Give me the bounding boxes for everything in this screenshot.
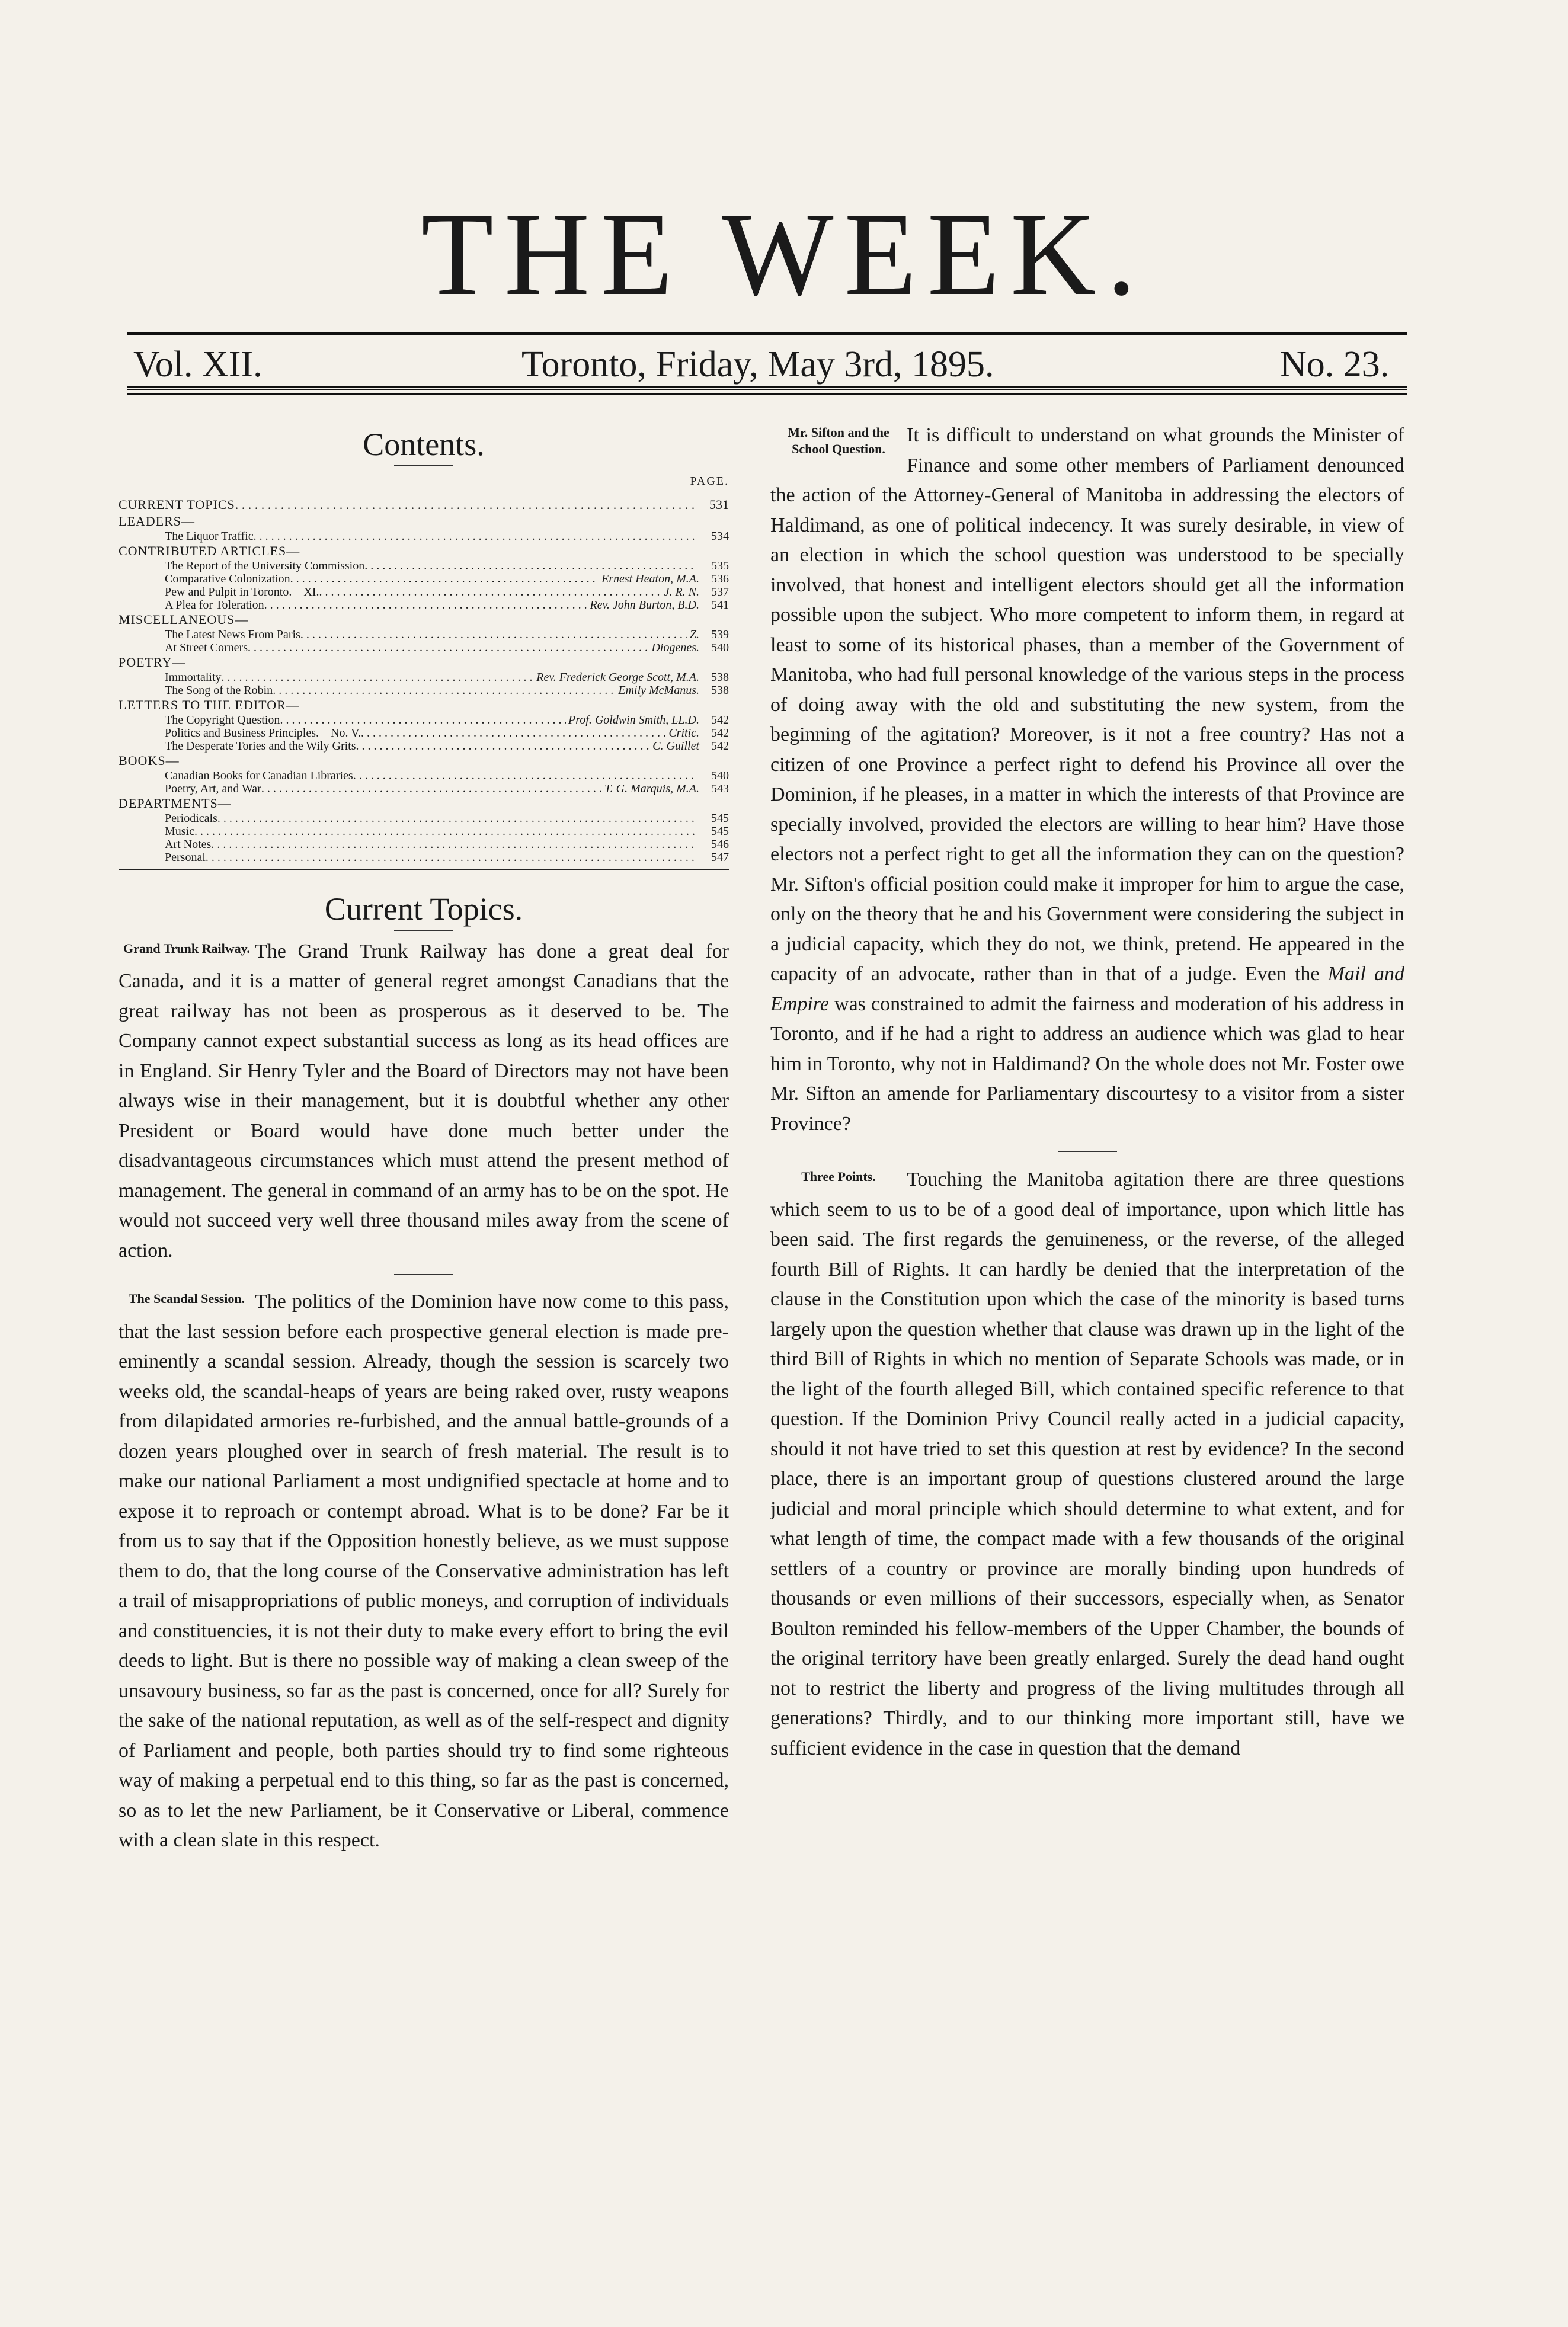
- toc-entry-page: 540: [711, 641, 729, 654]
- toc-entry[interactable]: [119, 740, 729, 753]
- toc-entry-page: 541: [711, 598, 729, 612]
- toc-entry-page: 538: [711, 683, 729, 697]
- toc-entry-author: Diogenes.: [651, 641, 699, 654]
- volume: Vol. XII.: [133, 344, 263, 385]
- toc-entry-title: The Song of the Robin: [165, 683, 273, 697]
- toc-entry-page: 542: [711, 739, 729, 753]
- article-three-points: [770, 1165, 1404, 1763]
- toc-entry-title: Comparative Colonization: [165, 572, 290, 585]
- toc-entry-author: Emily McManus.: [618, 683, 699, 697]
- left-column: [119, 424, 729, 1856]
- toc-entry-title: Canadian Books for Canadian Libraries: [165, 769, 353, 782]
- toc-entry-title: Music: [165, 824, 194, 838]
- toc-entry[interactable]: [119, 825, 729, 838]
- toc-entry[interactable]: [119, 598, 729, 612]
- toc-current-topics[interactable]: CURRENT TOPICS . . . 531: [119, 497, 729, 513]
- toc-entry-page: 545: [711, 824, 729, 838]
- toc-entry-author: Critic.: [668, 726, 699, 740]
- toc-entry-page: 539: [711, 628, 729, 641]
- toc-entry[interactable]: [119, 585, 729, 598]
- toc-entry[interactable]: [119, 530, 729, 543]
- masthead: THE WEEK.: [421, 189, 1147, 320]
- toc-entry-title: Art Notes: [165, 837, 212, 851]
- article-divider: [394, 1274, 453, 1275]
- toc-entry[interactable]: [119, 671, 729, 684]
- toc-entry-title: Immortality: [165, 670, 222, 684]
- toc-entry[interactable]: [119, 641, 729, 654]
- toc-entry-author: C. Guillet: [652, 739, 699, 753]
- toc-entry[interactable]: [119, 769, 729, 782]
- toc-entry-title: The Latest News From Paris: [165, 628, 300, 641]
- issue-number: No. 23.: [1280, 344, 1390, 385]
- toc-entry-page: 543: [711, 782, 729, 795]
- toc-entry-title: Poetry, Art, and War: [165, 782, 261, 795]
- toc-entry-title: The Liquor Traffic: [165, 529, 254, 543]
- contents-heading: Contents.: [363, 427, 485, 462]
- toc-entry-page: 547: [711, 850, 729, 864]
- article-divider: [1058, 1151, 1117, 1152]
- toc-entry[interactable]: [119, 812, 729, 825]
- contents-end-rule: [119, 869, 729, 870]
- toc-entry[interactable]: [119, 713, 729, 726]
- article-text: The politics of the Dominion have now come to this pass, that the last session before each prospective general election is made pre-eminently a scandal session. Already, though the session is scarcely two weeks old, the scandal-heaps of years are being raked over, rusty weapons from dilapidated armories re-furbished, and the annual battle-grounds of a dozen years ploughed over in search of fresh material. The result is to make our national Parliament a most undignified spectacle at home and to expose it to reproach or contempt abroad. What is to be done? Far be it from us to say that if the Opposition honestly believe, as we must suppose them to do, that the long course of the Conservative administration has left a trail of misappropriations of public moneys, and corruption of individuals and constituencies, it is not their duty to make every effort to bring the evil deeds to light. But is there no possible way of making a clean sweep of the unsavoury business, so far as the past is concerned, once for all? Surely for the sake of the national reputation, as well as of the self-respect and dignity of Parliament and people, both parties should try to find some righteous way of making a perpetual end to this thing, so far as the past is concerned, so as to let the new Parliament, be it Conservative or Liberal, commence with a clean slate in this respect.: [119, 1291, 729, 1851]
- toc-section-label: LETTERS TO THE EDITOR—: [119, 697, 300, 712]
- toc-section-label: LEADERS—: [119, 513, 195, 529]
- toc-entry[interactable]: [119, 851, 729, 864]
- toc-entry-author: Ernest Heaton, M.A.: [601, 572, 699, 585]
- toc-entry-page: 546: [711, 837, 729, 851]
- article-text: It is difficult to understand on what grounds the Minister of Finance and some other members of Parliament denounced the action of the Attorney-General of Manitoba in addressing the electors of Haldimand, as one of political indecency. It was surely desirable, in view of an election in which the school question was understood to be specially involved, that honest and intelligent electors should get all the information possible upon the subject. Who more competent to inform them, in regard at least to some of its historical phases, than a member of the Government of Manitoba, who had full personal knowledge of the various steps in the process of doing away with the old and substituting the new system, from the beginning of the agitation? Moreover, is it not a free country? Has not a citizen of one Province a perfect right to defend his Province all over the Dominion, if he pleases, in a matter in which the interests of that Province are specially involved, provided the electors are willing to hear him? Have those electors not a perfect right to get all the information they can on the question? Mr. Sifton's official position could make it improper for him to argue the case, only on the theory that he and his Government were considering the subject in a judicial capacity, which they do not, we think, pretend. He appeared in the capacity of an advocate, rather than in that of a judge. Even the Mail and Empire was constrained to admit the fairness and moderation of his address in Toronto, and if he had a right to address an audience which was glad to hear him in Toronto, why not in Haldimand? On the whole does not Mr. Foster owe Mr. Sifton an amende for Parliamentary discourtesy to a visitor from a sister Province?: [770, 424, 1404, 1135]
- toc-entry-title: A Plea for Toleration: [165, 598, 264, 612]
- side-head: Three Points.: [801, 1169, 876, 1184]
- article-text: The Grand Trunk Railway has done a great deal for Canada, and it is a matter of general regret amongst Canadians that the great railway has not been as prosperous as it deserved to be. The Company cannot expect substantial success as long as its head offices are in England. Sir Henry Tyler and the Board of Directors may not have been always wise in their management, but it is doubtful whether any other President or Board would have done much better under the disadvantageous circumstances which must attend the present method of management. The general in command of an army has to be on the spot. He would not succeed very well three thousand miles away from the scene of action.: [119, 940, 729, 1262]
- dateline-rule: [127, 386, 1407, 395]
- table-of-contents: [119, 513, 729, 864]
- article-sifton: [770, 421, 1404, 1139]
- toc-entry-page: 542: [711, 726, 729, 740]
- toc-entry-page: 545: [711, 811, 729, 825]
- article-text: Touching the Manitoba agitation there are three questions which seem to us to be of a good deal of importance, upon which little has been said. The first regards the genuineness, or the reverse, of the alleged fourth Bill of Rights. It can hardly be denied that the interpretation of the clause in the Constitution upon which the case of the minority is based turns largely upon the question whether that clause was drawn up in the light of the third Bill of Rights in which no mention of Separate Schools was made, or in the light of the fourth alleged Bill, which contained specific reference to that question. If the Dominion Privy Council really acted in a judicial capacity, should it not have tried to set this question at rest by evidence? In the second place, there is an important group of questions clustered around the large judicial and moral principle which should determine to what extent, and for what length of time, the compact made with a few thousands of the original settlers of a country or province are morally binding upon hundreds of thousands or even millions of their successors, especially when, as Senator Boulton reminded his fellow-members of the Upper Chamber, the bounds of the original territory have been greatly enlarged. Surely the dead hand ought not to restrict the liberty and progress of the living multitudes through all generations? Thirdly, and to our thinking more important still, have we sufficient evidence in the case in question that the demand: [770, 1169, 1404, 1759]
- toc-entry[interactable]: [119, 838, 729, 851]
- toc-entry-title: Politics and Business Principles.—No. V.: [165, 726, 361, 740]
- masthead-rule: [127, 332, 1407, 335]
- toc-section-label: BOOKS—: [119, 753, 180, 768]
- side-head: Mr. Sifton and the School Question.: [788, 425, 889, 456]
- article-scandal-session: [119, 1287, 729, 1856]
- toc-entry[interactable]: [119, 782, 729, 795]
- toc-entry-author: Rev. John Burton, B.D.: [590, 598, 699, 612]
- toc-entry-author: J. R. N.: [664, 585, 699, 598]
- toc-section-label: DEPARTMENTS—: [119, 795, 232, 811]
- side-head: The Scandal Session.: [128, 1291, 245, 1306]
- right-column: [770, 421, 1404, 1763]
- toc-entry-page: 538: [711, 670, 729, 684]
- toc-entry-author: Z.: [689, 628, 699, 641]
- toc-entry-author: Prof. Goldwin Smith, LL.D.: [568, 713, 699, 726]
- toc-entry-author: T. G. Marquis, M.A.: [604, 782, 699, 795]
- toc-entry-title: Periodicals: [165, 811, 217, 825]
- issue-date: Toronto, Friday, May 3rd, 1895.: [521, 344, 994, 385]
- toc-entry-title: Personal: [165, 850, 206, 864]
- toc-entry-page: 535: [711, 559, 729, 572]
- toc-section-label: POETRY—: [119, 654, 186, 670]
- toc-entry[interactable]: [119, 628, 729, 641]
- toc-entry-page: 540: [711, 769, 729, 782]
- toc-section-label: CONTRIBUTED ARTICLES—: [119, 543, 300, 558]
- toc-entry-title: Pew and Pulpit in Toronto.—XI.: [165, 585, 319, 598]
- heading-rule: [394, 930, 453, 931]
- toc-entry[interactable]: [119, 559, 729, 572]
- toc-entry-title: The Desperate Tories and the Wily Grits: [165, 739, 356, 753]
- toc-entry-page: 537: [711, 585, 729, 598]
- article-grand-trunk: [119, 937, 729, 1266]
- toc-entry[interactable]: [119, 726, 729, 740]
- current-topics-heading: Current Topics.: [324, 891, 523, 927]
- toc-entry-title: At Street Corners: [165, 641, 248, 654]
- side-head: Grand Trunk Railway.: [123, 940, 250, 956]
- toc-entry-title: The Report of the University Commission: [165, 559, 365, 572]
- toc-section-label: MISCELLANEOUS—: [119, 612, 249, 627]
- toc-entry-page: 536: [711, 572, 729, 585]
- toc-entry-title: The Copyright Question: [165, 713, 280, 726]
- page-label: PAGE.: [690, 475, 729, 488]
- toc-entry-page: 534: [711, 529, 729, 543]
- toc-entry[interactable]: [119, 572, 729, 585]
- toc-entry-page: 542: [711, 713, 729, 726]
- toc-entry[interactable]: [119, 684, 729, 697]
- toc-entry-author: Rev. Frederick George Scott, M.A.: [536, 670, 699, 684]
